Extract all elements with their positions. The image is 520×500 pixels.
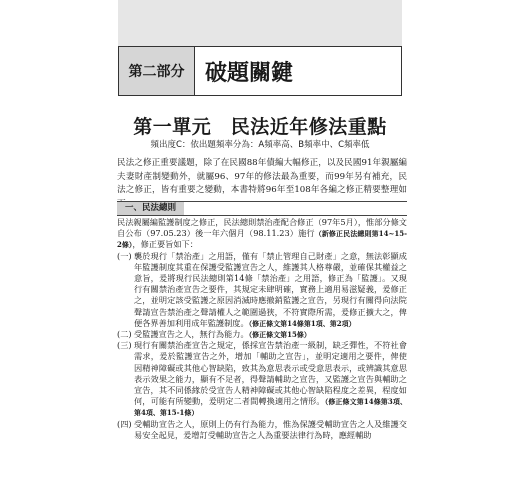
item-text: 襲於現行「禁治產」之用語，僅有「禁止管理自己財產」之意，無法彰顯成年監護制度其重在保護受監護宣告之人，維護其人格尊嚴，並確保其權益之意旨，爰將現行民法總則第14條「禁治產」之用語，修正為「監護」。又現行有關禁治產宣告之要件，其規定未肆明確，實務上適用易滋疑義，爰修正之，並明定該受監護之原因消滅時應撤銷監護之宣告，另現行有關得向法院聲請宣告禁治產之聲請權人之範圍過狹，不符實際所需，爰修正擴大之，俾便各界善加利用成年監護制度。: [134, 250, 407, 328]
item-note: （修正條文第15條）: [248, 330, 311, 340]
item-number: (三): [117, 340, 132, 351]
item-text: 受監護宣告之人，無行為能力。: [134, 329, 249, 340]
list-item: [117, 329, 407, 340]
lead-tail: ，修正要旨如下：: [132, 239, 198, 250]
list-item: [117, 419, 407, 441]
item-number: (四): [117, 418, 132, 429]
unit-title: 第一單元 民法近年修法重點: [133, 116, 387, 138]
item-text: 受輔助宣告之人，原則上仍有行為能力，惟為保護受輔助宣告之人及維護交易安全起見，爰增訂受輔助宣告之人為重要法律行為時，應經輔助: [134, 418, 407, 440]
item-body: [134, 251, 407, 329]
frequency-note: 頻出度C：依出題頻率分為：A頻率高、B頻率中、C頻率低: [150, 140, 370, 150]
section-header: [117, 201, 407, 216]
lead-note: （新修正民法總則第14~15-2條）: [117, 229, 407, 250]
item-body: [134, 419, 407, 441]
part-header: [118, 46, 402, 96]
item-number: (一): [117, 250, 132, 261]
part-label: 第二部分: [119, 47, 195, 95]
intro-paragraph: 民法之修正重要議題，除了在民國88年債編大幅修正，以及民國91年親屬編夫妻財產制變動外，就屬96、97年的修法最為重要，而99年另有補充，民法之修正，皆有重要之變動，本書特將96年至108年各編之修正精要整理如: [117, 158, 407, 195]
list-item: [117, 340, 407, 418]
header-band: [118, 0, 402, 46]
lead-text: 民法親屬編監護制度之修正，民法總則禁治產配合修正（97年5月），惟部分條文自公布（97.05.23）後一年六個月（98.11.23）施行: [117, 217, 407, 239]
section-title: 一、民法總則: [117, 202, 184, 215]
list-item: [117, 251, 407, 329]
item-note: （修正條文第14條第3項、第4項、第15-1條）: [134, 397, 407, 418]
item-number: (二): [117, 329, 132, 340]
lead-paragraph: [117, 217, 407, 251]
section-content: [117, 217, 407, 441]
part-title: 破題關鍵: [205, 60, 294, 86]
item-note: （修正條文第14條第1項、第2項）: [248, 318, 356, 328]
item-body: [134, 329, 407, 340]
item-text: 現行有關禁治產宣告之規定，係採宣告禁治產一級制，缺乏彈性，不符社會需求，爰於監護宣告之外，增加「輔助之宣告」，並明定適用之要件，俾使因精神障礙或其他心智缺陷，致其為意思表示或受意思表示，或辨識其意思表示效果之能力，顯有不足者，得聲請輔助之宣告，又監護之宣告與輔助之宣告，其不同係緣於受宣告人精神障礙或其他心智缺陷程度之差異，程度如何，可能有所變動，爰明定二者間轉換適用之情形。: [134, 340, 407, 407]
item-body: [134, 340, 407, 418]
